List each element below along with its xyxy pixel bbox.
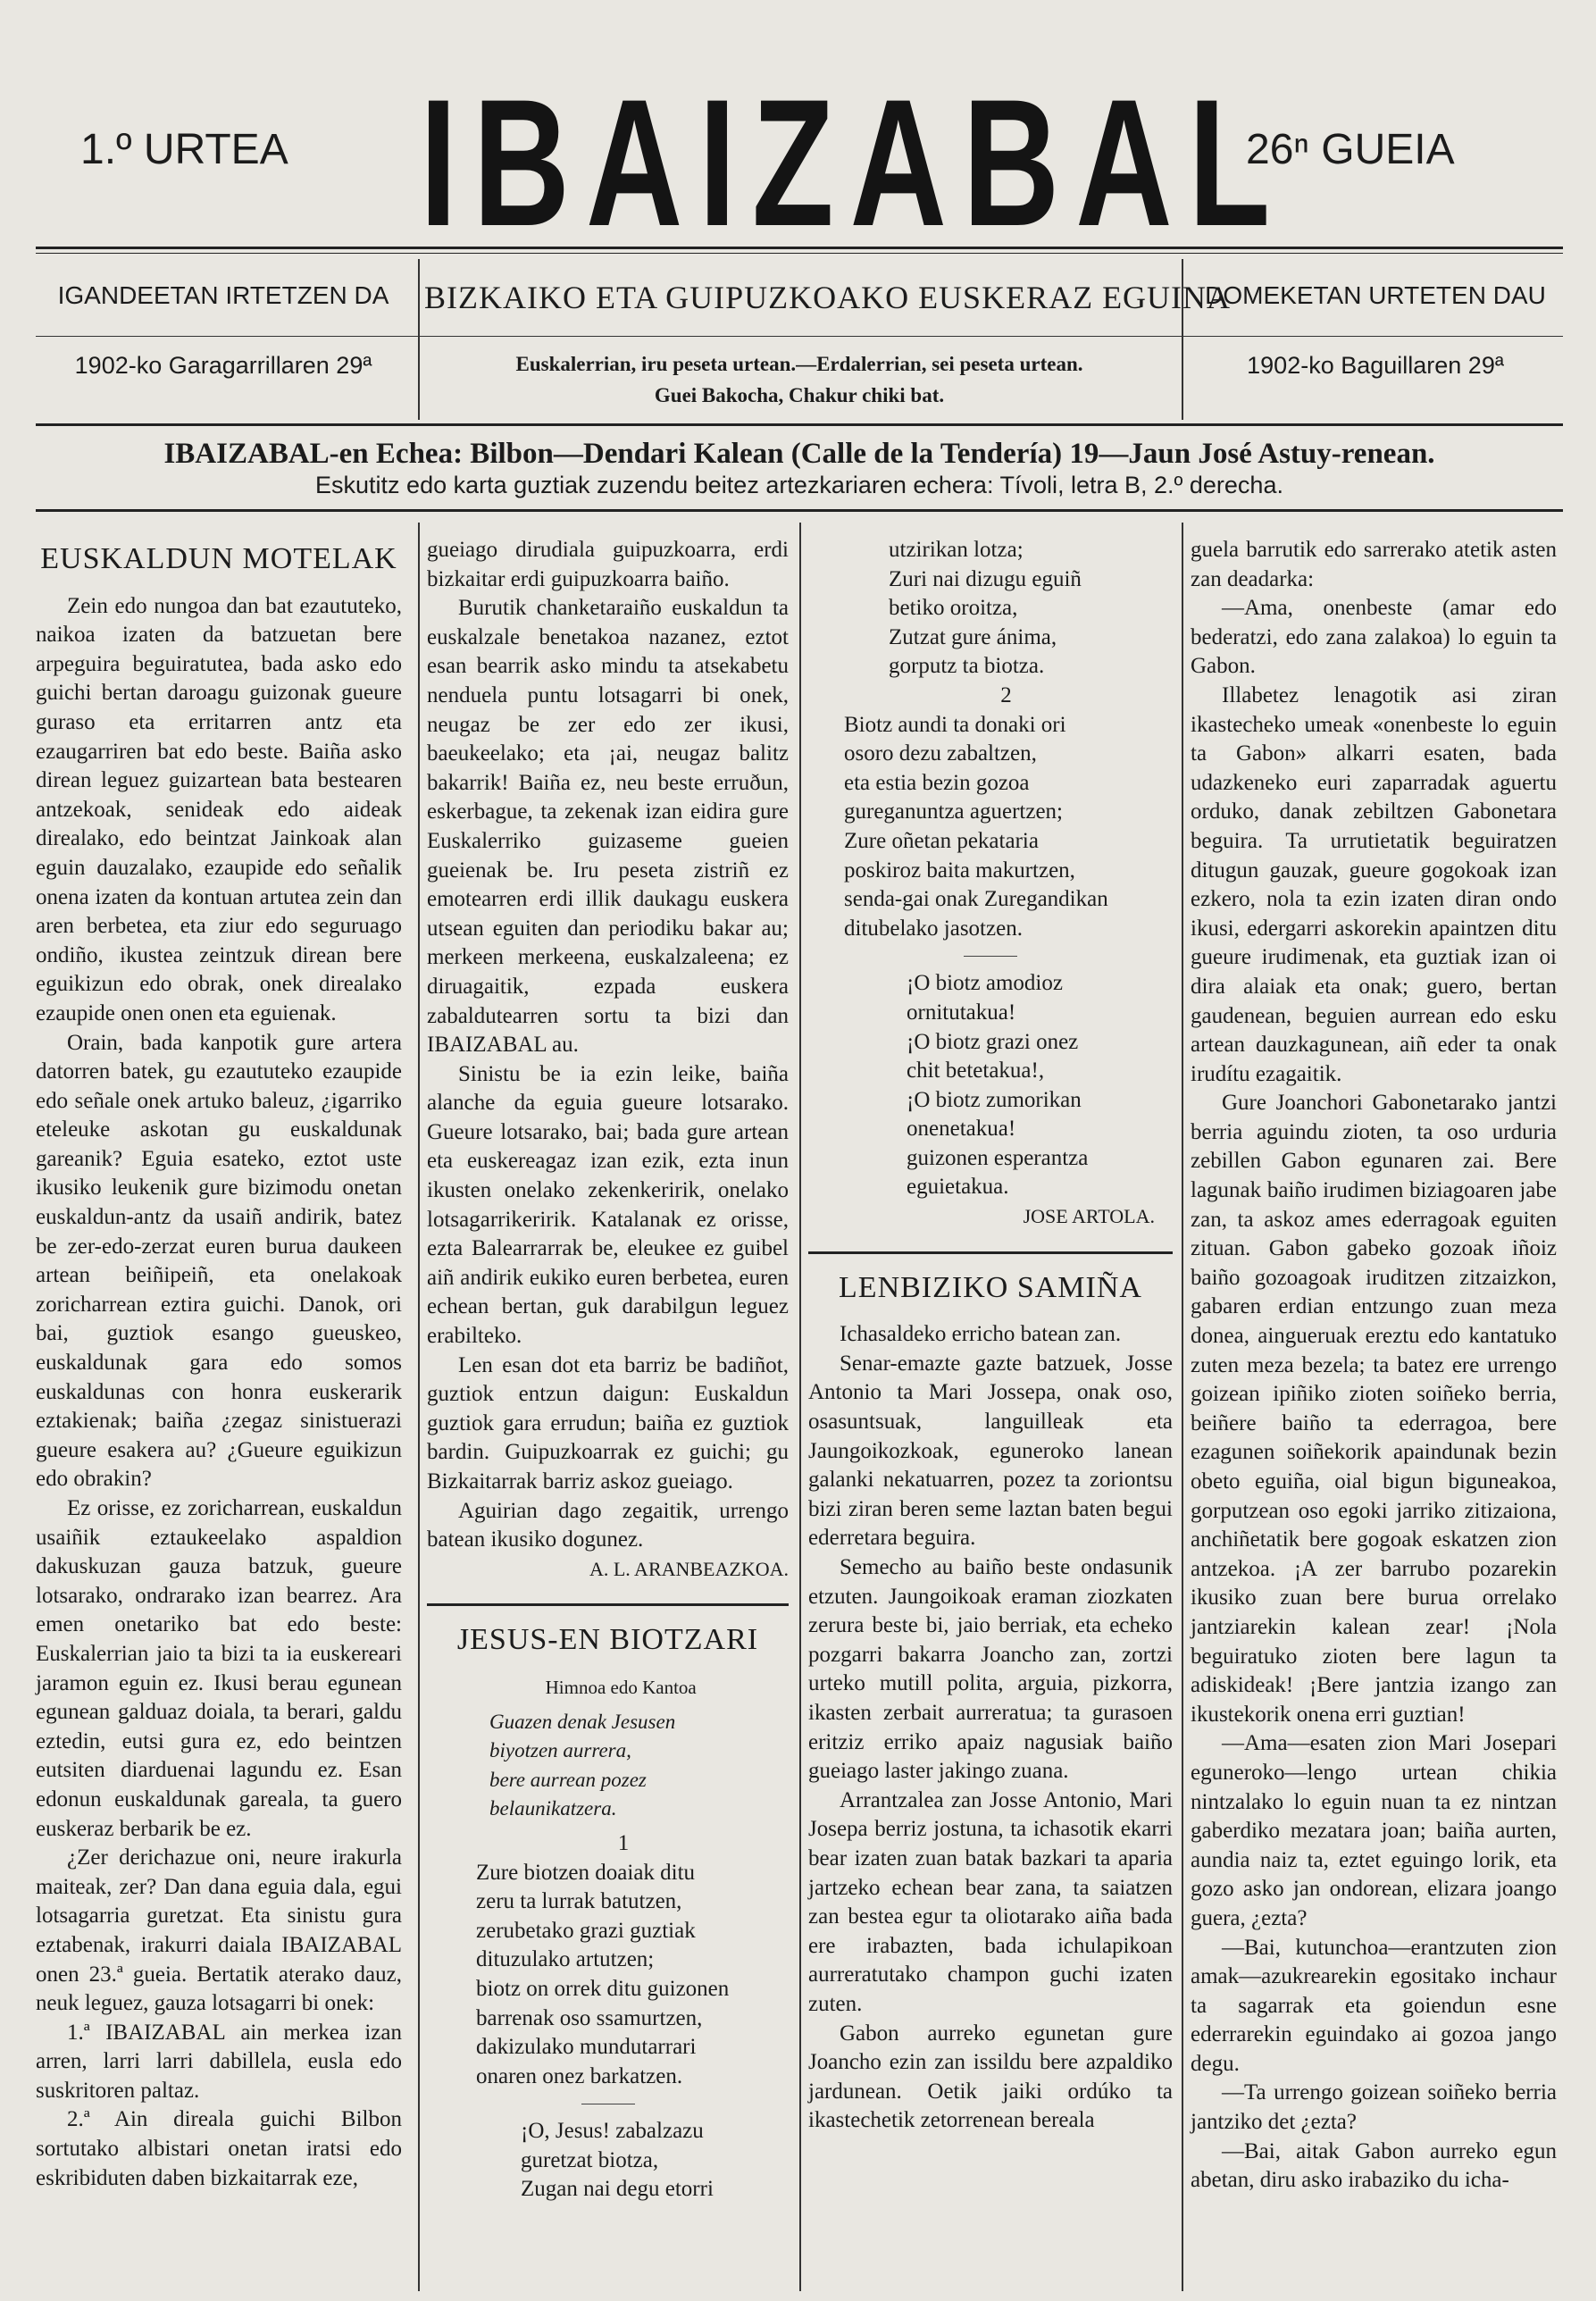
- article-title: LENBIZIKO SAMIÑA: [839, 1270, 1142, 1304]
- paragraph: Semecho au baiño beste ondasunik etzuten. Jaungoikoak eraman ziozkaten zerura beste bi, jaio berriak, eta echeko pozgarri bakarra Joancho zan, zortzi urteko mutill polita, arguia, pizkorra, ikasten zerbait aurreratua; ta gurasoen eritziz erriko apaiz nagusiak baiño gueiago laster jakingo zuana.: [808, 1555, 1173, 1784]
- article-rule: [427, 1603, 789, 1606]
- stanza-1: Zure biotzen doaiak ditu zeru ta lurrak batutzen, zerubetako grazi guztiak dituzulako artutzen; biotz on orrek ditu guizonen barrenak oso ssamurtzen, dakizulako mundutarrari onaren onez barkatzen.: [476, 1860, 730, 2088]
- paragraph: 2.ª Ain direala guichi Bilbon sortutako albistari onetan iratsi edo eskribiduten daben bizkaitarrak eze,: [36, 2107, 402, 2190]
- hymn-subtitle: Himnoa edo Kantoa: [545, 1676, 697, 1698]
- issue-number: 26ⁿ GUEIA: [1246, 126, 1455, 173]
- signature: A. L. ARANBEAZKOA.: [589, 1557, 789, 1580]
- band-left-date: 1902-ko Garagarrillaren 29ª: [74, 352, 372, 379]
- paragraph: Ichasaldeko erricho batean zan.: [840, 1322, 1122, 1347]
- paragraph: —Ama—esaten zion Mari Josepari eguneroko—lengo urtean chikia nintzalako lo eguin nuan ta ez nintzan gaberdiko mezatara joan; baiña aurten, aundia naiz ta, eztet eguingo lorik, eta gozo asko jan ondorean, elizara joango guera, ¿ezta?: [1191, 1731, 1557, 1930]
- verse-separator: [964, 956, 1017, 957]
- paragraph: Sinistu be ia ezin leike, baiña alanche da eguia gueure lotsarako. Gueure lotsarako, bai; bada gure artean eta euskereagaz izan ezik, ezta inun ikusten onelako zekenkeririk, onelako lotsagarrikeririk. Katalanak ez orisse, ezta Balearrarrak be, eleukee ez guibel aiñ andirik eukiko euren berbetea, euren echean bertan, guk darabilgun leguez erabilteko.: [427, 1061, 789, 1349]
- paragraph: Illabetez lenagotik asi ziran ikastecheko umeak «onenbeste lo eguin ta Gabon» alkarri esaten, bada udazkeneko euri zaparradak aguertu orduko, danak zebiltzen Gabonetara beguira. Ta urrutietatik beguiratzen ditugun gauzak, gueure gogokoak izan ezkero, nola ta ezin izaten diran ondo ikusi, edergarri askorekin apaintzen ditu gueure irudimenak, eta guztiak izan oi dira alaiak eta onak; guero, bertan gaudenean, beguien aurrean edo esku artean dauzkagunean, aiñ eder ta onak irudítu ezagaitik.: [1191, 682, 1557, 1086]
- paragraph: Zein edo nungoa dan bat ezaututeko, naikoa izaten da batzuetan bere arpeguira beguiratutea, bada asko edo guichi bertan daroagu guizonak gueure guraso eta erritarren antz eta ezaugarriren bat edo beste. Baiña asko direan leguez guizartean bata bestearen antzekoak, senideak edo aideak direalako, edo beintzat Jainkoak alan eguin dauzalako, ezaupide edo señalik onena izaten da kontuan artutea zein dan aren berbetea, eta ziur edo seguruago ondiño, ikustea zeintzuk direan bere eguikizun edo obrak, onek direalako ezaupide onen onen eta eguienak.: [36, 593, 402, 1025]
- band-right-top: DOMEKETAN URTETEN DAU: [1205, 281, 1546, 309]
- column-divider-3: [1182, 523, 1183, 2291]
- paragraph: guela barrutik edo sarrerako atetik asten zan deadarka:: [1191, 538, 1557, 591]
- column-2: [427, 536, 789, 2205]
- column-divider-2: [799, 523, 801, 2291]
- column-4: [1191, 536, 1557, 2196]
- stanza-1-refrain-cont: utzirikan lotza; Zuri nai dizugu eguiñ betiko oroitza, Zutzat gure ánima, gorputz ta biotza.: [889, 538, 1082, 679]
- column-divider-1: [418, 523, 420, 2291]
- band-left-top: IGANDEETAN IRTETZEN DA: [57, 281, 389, 309]
- band-price-line1: Euskalerrian, iru peseta urtean.—Erdalerrian, sei peseta urtean.: [515, 353, 1083, 375]
- paragraph: ¿Zer derichazue oni, neure irakurla maiteak, zer? Dan dana eguia dala, egui lotsagarria guretzat. Eta sinistu gura eztabenak, irakurri daiala IBAIZABAL onen 23.ª gueia. Bertatik aterako dauz, neuk leguez, gauza lotsagarri bi onek:: [36, 1845, 402, 2016]
- paragraph: gueiago dirudiala guipuzkoarra, erdi bizkaitar erdi guipuzkoarra baiño.: [427, 538, 789, 591]
- paragraph: —Bai, aitak Gabon aurreko egun abetan, diru asko irabaziko du icha-: [1191, 2138, 1557, 2193]
- band-bottom-rule: [36, 423, 1563, 426]
- address-line: IBAIZABAL-en Echea: Bilbon—Dendari Kalean (Calle de la Tendería) 19—Jaun José Astuy-renean.: [163, 438, 1435, 470]
- paragraph: 1.ª IBAIZABAL ain merkea izan arren, larri larri dabillela, eusla edo suskritoren paltaz.: [36, 2020, 402, 2103]
- paragraph: Burutik chanketaraiño euskaldun ta euskalzale benetakoa nazanez, eztot esan bearrik asko mindu ta atsekabetu nenduela puntu lotsagarri bi onek, neugaz be zer edo zer ikusi, baeukeelako; eta ¡ai, neugaz balitz bakarrik! Baiña ez, neu beste erruðun, eskerbague, ta zekenak izan eidira gure Euskalerriko guizaseme gueien gueienak be. Iru peseta zistriñ ez emotearren erdi illik daukagu euskera utsean eguiten dan periodiku bakar au; merkeen merkeena, euskalzaleena; ez diruagaitik, ezpada euskera zabaldutearren sortu ta bizi dan IBAIZABAL au.: [427, 596, 789, 1058]
- paragraph: Ez orisse, ez zoricharrean, euskaldun usaiñik eztaukeelako aspaldion dakuskuzan gauza batzuk, gueure lotsarako, ondrarako izan bearrez. Ara emen onetariko bat edo beste: Euskalerrian jaio ta bizi ta ia euskereari jaramon eguin ez. Ikusi berau egunean egunean galduaz doiala, ta berari, galdu eztedin, eutsi gura ez, edo beintzen eutsiten diarduenai lagundu ez. Esan edonun euskaldunak gareala, ta guero euskeraz berbarik be ez.: [36, 1496, 402, 1841]
- hymn-title: JESUS-EN BIOTZARI: [456, 1623, 759, 1657]
- signature: JOSE ARTOLA.: [1023, 1205, 1155, 1228]
- stanza-2: Biotz aundi ta donaki ori osoro dezu zabaltzen, eta estia bezin gozoa gureganuntza aguertzen; Zure oñetan pekataria poskiroz baita makurtzen, senda-gai onak Zuregandikan ditubelako jasotzen.: [844, 712, 1108, 941]
- band-price-line2: Guei Bakocha, Chakur chiki bat.: [654, 384, 945, 406]
- stanza-1-refrain: ¡O, Jesus! zabalzazu guretzat biotza, Zugan nai degu etorri: [521, 2119, 714, 2202]
- paragraph: —Ta urrengo goizean soiñeko berria jantziko det ¿ezta?: [1191, 2080, 1557, 2135]
- paragraph: Aguirian dago zegaitik, urrengo batean ikusiko dogunez.: [427, 1498, 789, 1552]
- paragraph: —Ama, onenbeste (amar edo bederatzi, edo zana zalakoa) lo eguin ta Gabon.: [1191, 596, 1557, 679]
- article-title: EUSKALDUN MOTELAK: [40, 542, 397, 575]
- newspaper-title: IBAIZABAL: [420, 61, 1287, 264]
- volume-year: 1.º URTEA: [80, 126, 288, 173]
- masthead-rule: [36, 247, 1563, 249]
- hymn-refrain: Guazen denak Jesusen biyotzen aurrera, bere aurrean pozez belaunikatzera.: [489, 1710, 676, 1820]
- column-3: [808, 536, 1173, 2136]
- band-center-top: BIZKAIKO ETA GUIPUZKOAKO EUSKERAZ EGUINA: [424, 280, 1232, 315]
- band-rule: [36, 336, 1563, 337]
- correspondence-line: Eskutitz edo karta guztiak zuzendu beitez artezkariaren echera: Tívoli, letra B, 2.º derecha.: [315, 472, 1283, 498]
- article-rule: [808, 1251, 1173, 1254]
- paragraph: Orain, bada kanpotik gure artera datorren batek, gu ezaututeko ezaupide edo señale onek artuko baleuz, ¿igarriko eteleuke askotan gu euskaldunak gareanik? Eguia esateko, eztot uste ikusiko leukenik gure bizimodu onetan euskaldun-antz da usaiñ andirik, batez be zer-edo-zerzat euren burua daukeen artean beiñipeiñ, eta onelakoak zoricharrean eztira guichi. Danok, ori bai, guztiok esango gueuskeo, euskaldunak gara edo somos euskaldunas con honra euskerarik eztakienak; baiña ¿zegaz sinistuerazi gueure esakera au? ¿Gueure eguikizun edo obrakin?: [36, 1030, 402, 1492]
- masthead-rule-thin: [36, 253, 1563, 254]
- column-1: [36, 536, 402, 2193]
- band-right-date: 1902-ko Baguillaren 29ª: [1247, 352, 1504, 379]
- paragraph: Senar-emazte gazte batzuek, Josse Antonio ta Mari Jossepa, onak oso, osasuntsuak, languilleak eta Jaungoikozkoak, eguneroko lanean galanki nekatuarren, pozez ta zoriontsu bizi ziran beren seme laztan baten begui ederretara beguira.: [808, 1351, 1173, 1551]
- paragraph: Len esan dot eta barriz be badiñot, guztiok entzun daigun: Euskaldun guztiok gara errudun; baiña ez guztiok bardin. Guipuzkoarrak ez guichi; gu Bizkaitarrak barriz askoz gueiago.: [427, 1352, 789, 1494]
- paragraph: Gabon aurreko egunetan gure Joancho ezin zan issildu bere azpaldiko jardunean. Oetik jaiki ordúko ta ikastechetik zetorrenean bereala: [808, 2021, 1173, 2133]
- paragraph: Arrantzalea zan Josse Antonio, Mari Josepa berriz jostuna, ta ichasotik ekarri bear izaten zuan batak bazkari ta aparia jartzeko echean bear zana, ta saiatzen zan bestea egur ta oliotarako aiña bada ere irabazten, bada ichulapikoan aurreratutako champon guchi izaten zuten.: [808, 1787, 1173, 2016]
- stanza-2-refrain: ¡O biotz amodioz ornitutakua! ¡O biotz grazi onez chit betetakua!, ¡O biotz zumorikan onenetakua! guizonen esperantza eguietakua.: [907, 971, 1089, 1200]
- address-rule: [36, 509, 1563, 512]
- paragraph: Gure Joanchori Gabonetarako jantzi berria aguindu zioten, ta oso urduria zebillen Gabon egunaren zai. Bere lagunak baiño irudimen biziagoaren jabe zan, ta askoz ames ederragoak eguiten zituan. Gabon gabeko gozoak iñoiz baiño gozoagoak iruditzen zitzaizkon, gabaren erdian entzungo zuan meza donea, aingueruak ereztu edo kantatuko zuten meza bezela; ta batez ere urrengo goizean ipiñiko zioten soiñeko berria, beiñere baiño ta ederragoa, bere ezagunen soiñekorik apaindunak bezin obeto eguiña, oial bigun biguneakoa, gorputzean oso egoki jarriko zitizaiona, anchiñetatik bere gogoak eskatzen zion antzekoa. ¡A zer barrubo pozarekin ikusiko zuan bere burua orrelako jantziarekin kalean zear! ¡Nola beguiratuko zioten bere lagun ta adiskideak! ¡Bere jantzia izango zan ikustekorik onena erri guztian!: [1191, 1091, 1557, 1727]
- stanza-number: 1: [617, 1830, 630, 1855]
- stanza-number: 2: [1000, 682, 1012, 707]
- paragraph: —Bai, kutunchoa—erantzuten zion amak—azukrearekin egositako inchaur ta sagarrak eta goiendun esne ederrarekin eguindako ai gozoa jango degu.: [1191, 1935, 1557, 2076]
